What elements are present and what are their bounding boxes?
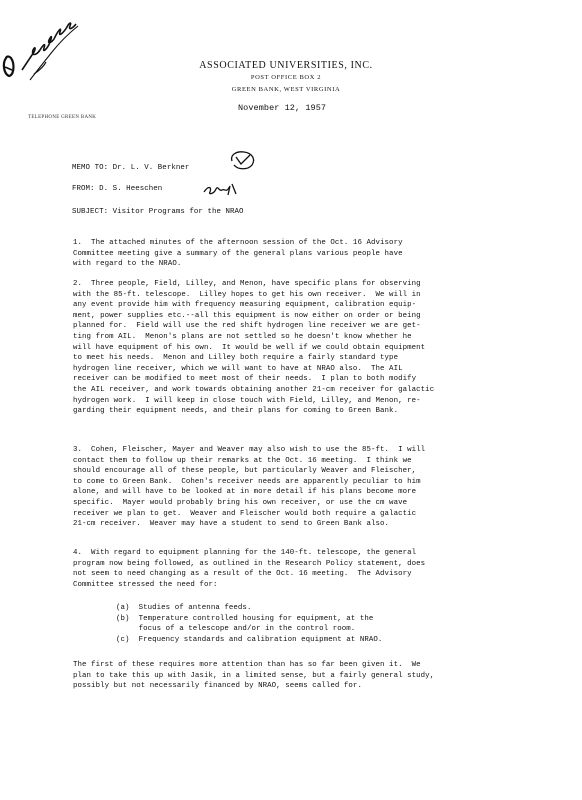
paragraph-line: Committee meeting give a summary of the general plans various people have (73, 249, 403, 258)
paragraph-line: any event provide him with frequency measuring equipment, calibration equip- (73, 301, 417, 310)
paragraph-line: alone, and will have to be looked at in more detail if his plans become more (73, 488, 417, 497)
memo-date: November 12, 1957 (238, 103, 327, 113)
list-item: (b) Temperature controlled housing for equipment, at the (116, 614, 374, 623)
paragraph-line: with regard to the NRAO. (73, 260, 182, 269)
paragraph-line: The first of these requires more attention than has so far been given it. We (73, 661, 421, 669)
paragraph-line: contact them to follow up their remarks at the Oct. 16 meeting. I think we (73, 456, 412, 465)
paragraph-line: ting from AIL. Menon's plans are not settled so he doesn't know whether he (73, 332, 412, 341)
memo-subject-line: SUBJECT: Visitor Programs for the NRAO (72, 208, 244, 216)
paragraph-line: program now being followed, as outlined in the Research Policy statement, does (73, 559, 426, 568)
paragraph-line: plan to take this up with Jasik, in a limited sense, but a fairly general study, (73, 671, 435, 680)
organization-name: ASSOCIATED UNIVERSITIES, INC. (199, 60, 373, 71)
paragraph-line: not seem to need changing as a result of the Oct. 16 meeting. The Advisory (73, 570, 412, 579)
list-item: (a) Studies of antenna feeds. (116, 604, 252, 612)
paragraph-2 (73, 279, 543, 417)
paragraph-line: hydrogen work. I will keep in close touch with Field, Lilley, and Menon, re- (73, 396, 421, 405)
paragraph-line: 21-cm receiver. Weaver may have a student to send to Green Bank also. (73, 520, 390, 529)
po-box: POST OFFICE BOX 2 (250, 74, 322, 81)
paragraph-line: receiver we plan to get. Weaver and Fleischer would both require a galactic (73, 509, 417, 518)
paragraph-line: Committee stressed the need for: (73, 580, 218, 589)
paragraph-line: hydrogen line receiver, which we will want to have at NRAO also. The AIL (73, 364, 403, 373)
paragraph-line: garding their equipment needs, and their plans for coming to Green Bank. (73, 407, 399, 416)
location: GREEN BANK, WEST VIRGINIA (231, 86, 341, 93)
paragraph-line: ment, power supplies etc.--all this equipment is now either on order or being (73, 311, 421, 320)
paragraph-3 (73, 445, 543, 530)
paragraph-line: should encourage all of these people, but particularly Weaver and Fleischer, (73, 467, 417, 476)
paragraph-line: with the 85-ft. telescope. Lilley hopes to get his own receiver. We will in (73, 290, 421, 299)
paragraph-line: will have equipment of his own. It would be well if we could obtain equipment (73, 343, 426, 352)
needs-list (116, 603, 536, 645)
paragraph-line: to come to Green Bank. Cohen's receiver needs are apparently peculiar to him (73, 477, 421, 486)
paragraph-line: possibly but not necessarily financed by NRAO, seems called for. (73, 682, 362, 691)
paragraph-line: 3. Cohen, Fleischer, Mayer and Weaver may also wish to use the 85-ft. I will (73, 446, 426, 454)
paragraph-line: 2. Three people, Field, Lilley, and Menon, have specific plans for observing (73, 280, 421, 288)
list-item: focus of a telescope and/or in the control room. (116, 625, 356, 634)
paragraph-line: to meet his needs. Menon and Lilley both require a fairly standard type (73, 354, 399, 363)
paragraph-line: specific. Mayer would probably bring his own receiver, or use the cm wave (73, 498, 408, 507)
paragraph-line: 4. With regard to equipment planning for the 140-ft. telescope, the general (73, 549, 417, 557)
handwritten-heeschen-annotation (0, 12, 90, 104)
handwritten-initials (202, 180, 242, 198)
paragraph-1 (73, 238, 543, 270)
handwritten-check-mark (226, 149, 260, 173)
memo-to-line: MEMO TO: Dr. L. V. Berkner (72, 164, 190, 172)
paragraph-4 (73, 548, 543, 590)
telephone-label: TELEPHONE GREEN BANK (28, 115, 97, 120)
paragraph-line: receiver can be modified to meet most of their needs. I plan to both modify (73, 375, 417, 384)
paragraph-line: the AIL receiver, and work towards obtaining another 21-cm receiver for galactic (73, 385, 435, 394)
paragraph-5 (73, 660, 543, 692)
paragraph-line: planned for. Field will use the red shift hydrogen line receiver we are get- (73, 322, 421, 331)
paragraph-line: 1. The attached minutes of the afternoon session of the Oct. 16 Advisory (73, 239, 403, 247)
memo-from-line: FROM: D. S. Heeschen (72, 185, 163, 193)
list-item: (c) Frequency standards and calibration equipment at NRAO. (116, 635, 383, 644)
